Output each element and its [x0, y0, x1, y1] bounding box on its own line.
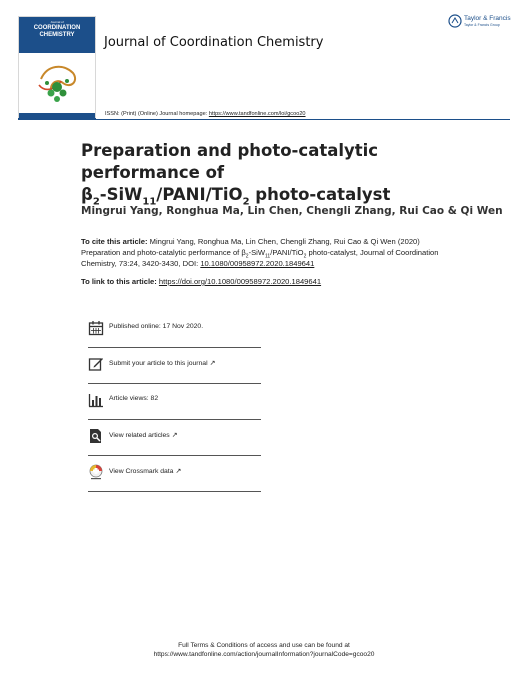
- citation-text: photo-catalyst, Journal of Coordination Chemistry, 73:24, 3420-3430, DOI:: [81, 248, 439, 268]
- citation-text: -SiW: [248, 248, 266, 257]
- submit-article-link[interactable]: [109, 359, 215, 367]
- external-link-icon: ↗: [175, 468, 182, 475]
- crossmark-text: View Crossmark data: [109, 468, 174, 475]
- edit-icon: [88, 356, 104, 372]
- journal-cover: [18, 16, 96, 119]
- publisher-subtitle: Taylor & Francis Group: [464, 23, 500, 27]
- molecule-illustration: [33, 59, 81, 109]
- citation-subscript: 2: [245, 253, 249, 260]
- link-label: To link to this article:: [81, 277, 159, 286]
- article-views-row: [88, 382, 261, 420]
- publisher-name: Taylor & Francis: [464, 15, 511, 22]
- crossmark-row[interactable]: [88, 454, 261, 492]
- published-online-text: Published online: 17 Nov 2020.: [109, 323, 204, 330]
- footer-line1: Full Terms & Conditions of access and use can be found at: [178, 642, 350, 649]
- issn-label: ISSN: (Print) (Online) Journal homepage:: [105, 111, 209, 117]
- journal-title[interactable]: Journal of Coordination Chemistry: [104, 35, 324, 50]
- header-rule-thick: [18, 118, 96, 120]
- citation-text: Mingrui Yang, Ronghua Ma, Lin Chen, Chengli Zhang, Rui Cao & Qi Wen (2020) Preparation and photo-catalytic performance of β: [81, 237, 420, 257]
- article-doi-url[interactable]: https://doi.org/10.1080/00958972.2020.1849641: [158, 277, 322, 286]
- crossmark-link[interactable]: [109, 467, 181, 475]
- citation-subscript: 11: [265, 253, 271, 260]
- title-subscript: 11: [142, 196, 157, 208]
- citation-text: /PANI/TiO: [270, 248, 304, 257]
- bar-chart-icon: [88, 392, 104, 408]
- journal-homepage-link[interactable]: https://www.tandfonline.com/loi/gcoo20: [208, 111, 306, 117]
- calendar-icon: [88, 320, 104, 336]
- issn-line: [105, 111, 306, 117]
- cover-title-line2: CHEMISTRY: [39, 32, 75, 38]
- title-subscript: 2: [242, 196, 250, 208]
- related-articles-link[interactable]: [109, 431, 178, 439]
- cover-title-line1: COORDINATION: [33, 25, 81, 31]
- external-link-icon: ↗: [209, 360, 216, 367]
- publisher-logo-icon: [448, 14, 462, 28]
- title-part: -SiW: [99, 185, 143, 204]
- cover-banner: [19, 17, 95, 53]
- footer-terms-link[interactable]: https://www.tandfonline.com/action/journalInformation?journalCode=gcoo20: [153, 651, 375, 658]
- title-part: β: [81, 185, 93, 204]
- citation-block: [81, 236, 461, 269]
- search-doc-icon: [88, 428, 104, 444]
- external-link-icon: ↗: [171, 432, 178, 439]
- title-line1: Preparation and photo-catalytic performance of: [81, 141, 379, 182]
- submit-article-row[interactable]: [88, 346, 261, 384]
- submit-article-text: Submit your article to this journal: [109, 360, 208, 367]
- crossmark-icon: [88, 464, 104, 480]
- title-subscript: 2: [92, 196, 100, 208]
- cover-small-text: Journal of: [50, 20, 64, 24]
- author-list: Mingrui Yang, Ronghua Ma, Lin Chen, Chengli Zhang, Rui Cao & Qi Wen: [81, 205, 503, 217]
- citation-subscript: 2: [303, 253, 307, 260]
- related-articles-text: View related articles: [109, 432, 170, 439]
- doi-link[interactable]: 10.1080/00958972.2020.1849641: [200, 259, 315, 268]
- published-online-row: [88, 310, 261, 348]
- title-part: /PANI/TiO: [156, 185, 243, 204]
- related-articles-row[interactable]: [88, 418, 261, 456]
- header-rule: [96, 119, 510, 120]
- page-footer: [0, 641, 528, 659]
- article-views-text: Article views: 82: [109, 395, 159, 402]
- article-link-line: [81, 277, 321, 286]
- citation-label: To cite this article:: [81, 237, 148, 246]
- title-part: photo-catalyst: [249, 185, 391, 204]
- article-title: [81, 140, 501, 206]
